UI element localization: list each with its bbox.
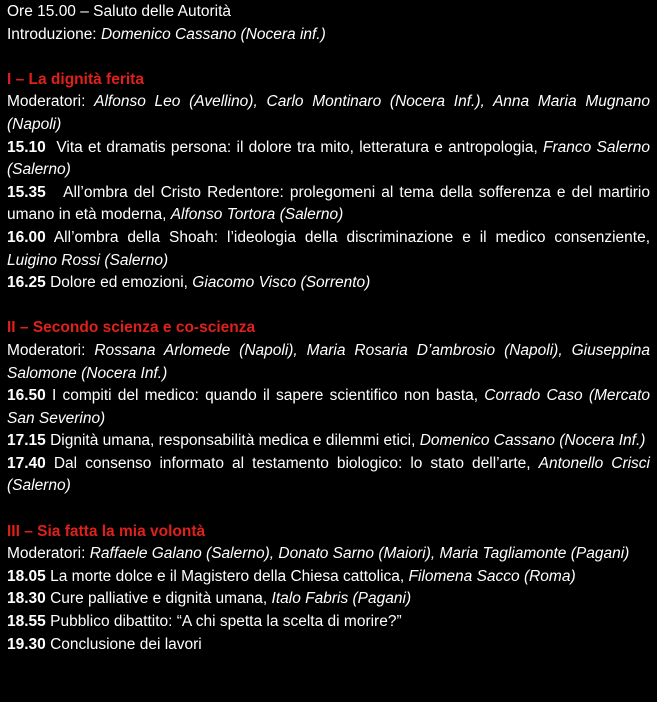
talk-title: Pubblico dibattito: “A chi spetta la scelta di morire?” [50, 613, 402, 631]
session-2-moderators [7, 340, 650, 385]
session-3-title: III – Sia fatta la mia volontà [7, 522, 206, 540]
introduction-line [7, 24, 650, 47]
moderators-label: Moderatori: [7, 341, 95, 359]
talk-speaker: Filomena Sacco (Roma) [408, 567, 576, 585]
talk-time: 15.10 [7, 138, 46, 156]
moderators-label: Moderatori: [7, 545, 90, 563]
talk-title: Conclusione dei lavori [50, 635, 202, 653]
intro-label: Introduzione: [7, 25, 101, 43]
intro-speaker: Domenico Cassano (Nocera inf.) [100, 25, 326, 43]
talk-speaker: Corrado Caso (Mercato San Severino) [7, 387, 650, 427]
welcome-line: Ore 15.00 – Saluto delle Autorità [7, 3, 232, 20]
talk-item [7, 272, 650, 295]
talk-speaker: Franco Salerno (Salerno) [7, 138, 650, 179]
talk-speaker: Domenico Cassano (Nocera Inf.) [419, 432, 646, 450]
talk-time: 17.15 [7, 432, 46, 450]
talk-item [7, 611, 650, 634]
session-1-moderators [7, 91, 650, 136]
talk-speaker: Giacomo Visco (Sorrento) [192, 274, 371, 292]
talk-speaker: Alfonso Tortora (Salerno) [170, 206, 344, 224]
talk-item [7, 137, 650, 182]
talk-time: 18.30 [7, 590, 46, 608]
talk-time: 19.30 [7, 635, 46, 653]
talk-title: Dignità umana, responsabilità medica e dilemmi etici, [50, 432, 420, 450]
session-3-moderators [7, 543, 650, 566]
talk-item [7, 453, 650, 498]
talk-time: 17.40 [7, 454, 46, 472]
talk-time: 16.50 [7, 387, 46, 405]
talk-title: I compiti del medico: quando il sapere scientifico non basta, [51, 387, 485, 405]
moderators-names: Alfonso Leo (Avellino), Carlo Montinaro (Nocera Inf.), Anna Maria Mugnano (Napoli) [7, 93, 650, 133]
moderators-names: Rossana Arlomede (Napoli), Maria Rosaria D’ambrosio (Napoli), Giuseppina Salomone (Nocera Inf.) [7, 341, 650, 382]
program-document [7, 1, 650, 656]
talk-item [7, 227, 650, 272]
talk-item [7, 566, 650, 589]
talk-speaker: Italo Fabris (Pagani) [271, 590, 412, 608]
talk-title: Dolore ed emozioni, [50, 274, 193, 292]
talk-item [7, 182, 650, 227]
talk-title: All’ombra del Cristo Redentore: prolegomeni al tema della sofferenza e del martirio umano in età moderna, [7, 183, 650, 224]
moderators-names: Raffaele Galano (Salerno), Donato Sarno (Maiori), Maria Tagliamonte (Pagani) [89, 545, 630, 563]
talk-item [7, 430, 650, 453]
talk-title: Dal consenso informato al testamento biologico: lo stato dell’arte, [53, 454, 539, 472]
talk-time: 16.00 [7, 228, 46, 246]
talk-time: 16.25 [7, 274, 46, 292]
talk-speaker: Luigino Rossi (Salerno) [7, 251, 169, 269]
session-2-title: II – Secondo scienza e co-scienza [7, 319, 256, 337]
talk-title: La morte dolce e il Magistero della Chiesa cattolica, [50, 567, 409, 585]
talk-speaker: Antonello Crisci (Salerno) [7, 454, 650, 495]
talk-item [7, 634, 650, 657]
talk-item [7, 385, 650, 430]
talk-time: 18.05 [7, 567, 46, 585]
talk-item [7, 588, 650, 611]
talk-time: 15.35 [7, 183, 46, 201]
talk-time: 18.55 [7, 613, 46, 631]
talk-title: Vita et dramatis persona: il dolore tra mito, letteratura e antropologia, [56, 138, 544, 156]
session-1-title: I – La dignità ferita [7, 70, 144, 88]
talk-title: Cure palliative e dignità umana, [50, 590, 272, 608]
talk-title: All’ombra della Shoah: l’ideologia della discriminazione e il medico consenziente, [53, 228, 650, 246]
moderators-label: Moderatori: [7, 93, 95, 111]
